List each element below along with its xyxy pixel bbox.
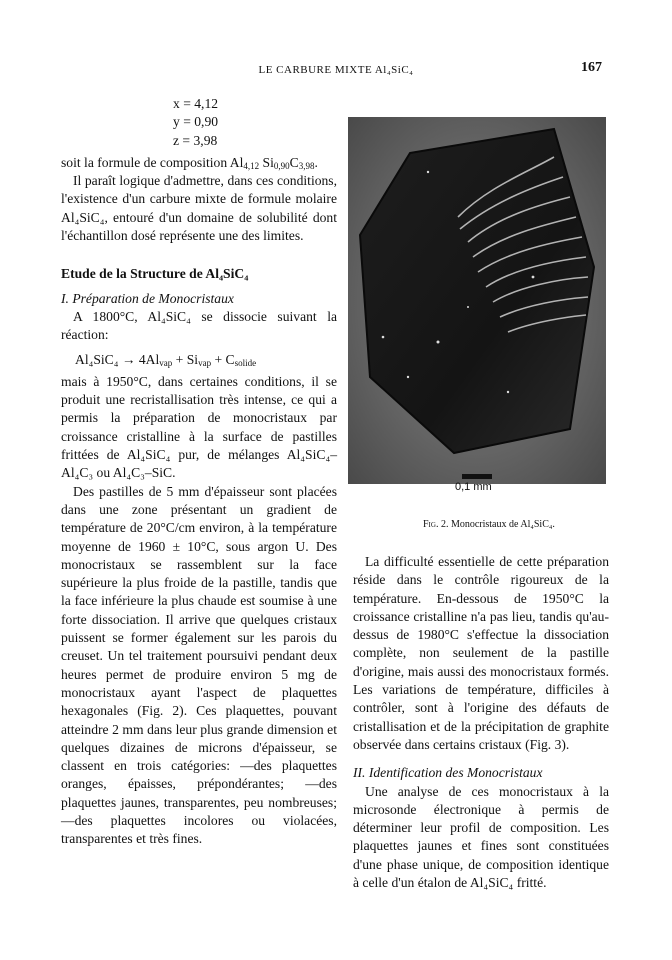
equation-y: y = 0,90	[173, 114, 219, 130]
caption-text: Monocristaux de Al₄SiC₄.	[450, 519, 555, 530]
scale-label: 0,1 mm	[455, 481, 492, 493]
reaction-equation: $Al_4SiC_4 \to 4Al_{vap} + Si_{vap} + C_{solide}$	[75, 351, 257, 368]
page-number: 167	[581, 60, 602, 75]
subsection-title-identification: II. Identification des Monocristaux	[353, 765, 543, 781]
subsection-title-preparation: I. Préparation de Monocristaux	[61, 290, 234, 306]
section-title: Etude de la Structure de Al₄SiC₄	[61, 266, 249, 282]
caption-prefix: Fig. 2.	[423, 519, 449, 530]
crystal-image	[348, 117, 606, 484]
paragraph-conclusion: Il paraît logique d'admettre, dans ces conditions, l'existence d'un carbure mixte de formule molaire Al₄SiC₄, entouré d'un domaine de solubilité dont l'échantillon dosé représente une des limites.	[61, 173, 337, 244]
equation-z: z = 3,98	[173, 132, 218, 148]
scale-bar	[462, 474, 492, 479]
paragraph-recrystallisation: mais à 1950°C, dans certaines conditions, il se produit une recristallisation très intense, ce qui a permis la préparation de monocristaux par croissance cristalline à la surface de pastilles frittées de Al₄SiC₄ pur, de mélanges Al₄SiC₄–Al₄C₃ ou Al₄C₃–SiC.	[61, 373, 337, 481]
right-column	[353, 553, 609, 892]
paragraph-dissociation: A 1800°C, Al₄SiC₄ se dissocie suivant la réaction:	[61, 308, 337, 343]
running-header: LE CARBURE MIXTE Al₄SiC₄	[258, 64, 414, 76]
paragraph-pastilles: Des pastilles de 5 mm d'épaisseur sont placées dans une zone présentant un gradient de température de 20°C/cm environ, à la température moyenne de 1960 ± 10°C, sous argon U. Des monocristaux se rassemblent sur la face supérieure la plus froide de la pastille, tandis que la face inférieure la plus chaude est soumise à une forte dissociation. Il arrive que quelques cristaux puissent se former également sur les parois du creuset. Un tel traitement poursuivi pendant deux heures permet de produire environ 5 mg de monocristaux ayant l'aspect de plaquettes hexagonales (Fig. 2). Ces plaquettes, pouvant atteindre 2 mm dans leur plus grande dimension et quelques dizaines de microns d'épaisseur, se classent en trois catégories: —des plaquettes oranges, épaisses, prépondérantes; —des plaquettes jaunes, transparentes, peu nombreuses; —des plaquettes incolores ou violacées, transparentes et très fines.	[61, 483, 337, 847]
formula-paragraph: soit la formule de composition $Al_{4,12}$ $Si_{0,90}C_{3,98}$.	[61, 154, 318, 171]
left-column	[61, 95, 337, 849]
paragraph-analysis: Une analyse de ces monocristaux à la microsonde électronique à permis de déterminer leur profil de composition. Les plaquettes jaunes et fines sont constituées d'une phase unique, de composition identique à celle d'un étalon de Al₄SiC₄ fritté.	[353, 783, 609, 891]
paragraph-difficulty: La difficulté essentielle de cette préparation réside dans le contrôle rigoureux de la température. En-dessous de 1950°C la croissance cristalline n'a pas lieu, tandis qu'au-dessus de 1980°C s'effectue la dissociation complète, non seulement de la pastille d'origine, mais aussi des monocristaux formés. Les variations de température, difficiles à contrôler, sont à l'origine des défauts de cristallisation et de la précipitation de graphite observée dans certains cristaux (Fig. 3).	[353, 554, 609, 752]
composition-equations	[173, 95, 337, 150]
equation-x: x = 4,12	[173, 96, 219, 111]
crystal-micrograph	[348, 117, 606, 484]
